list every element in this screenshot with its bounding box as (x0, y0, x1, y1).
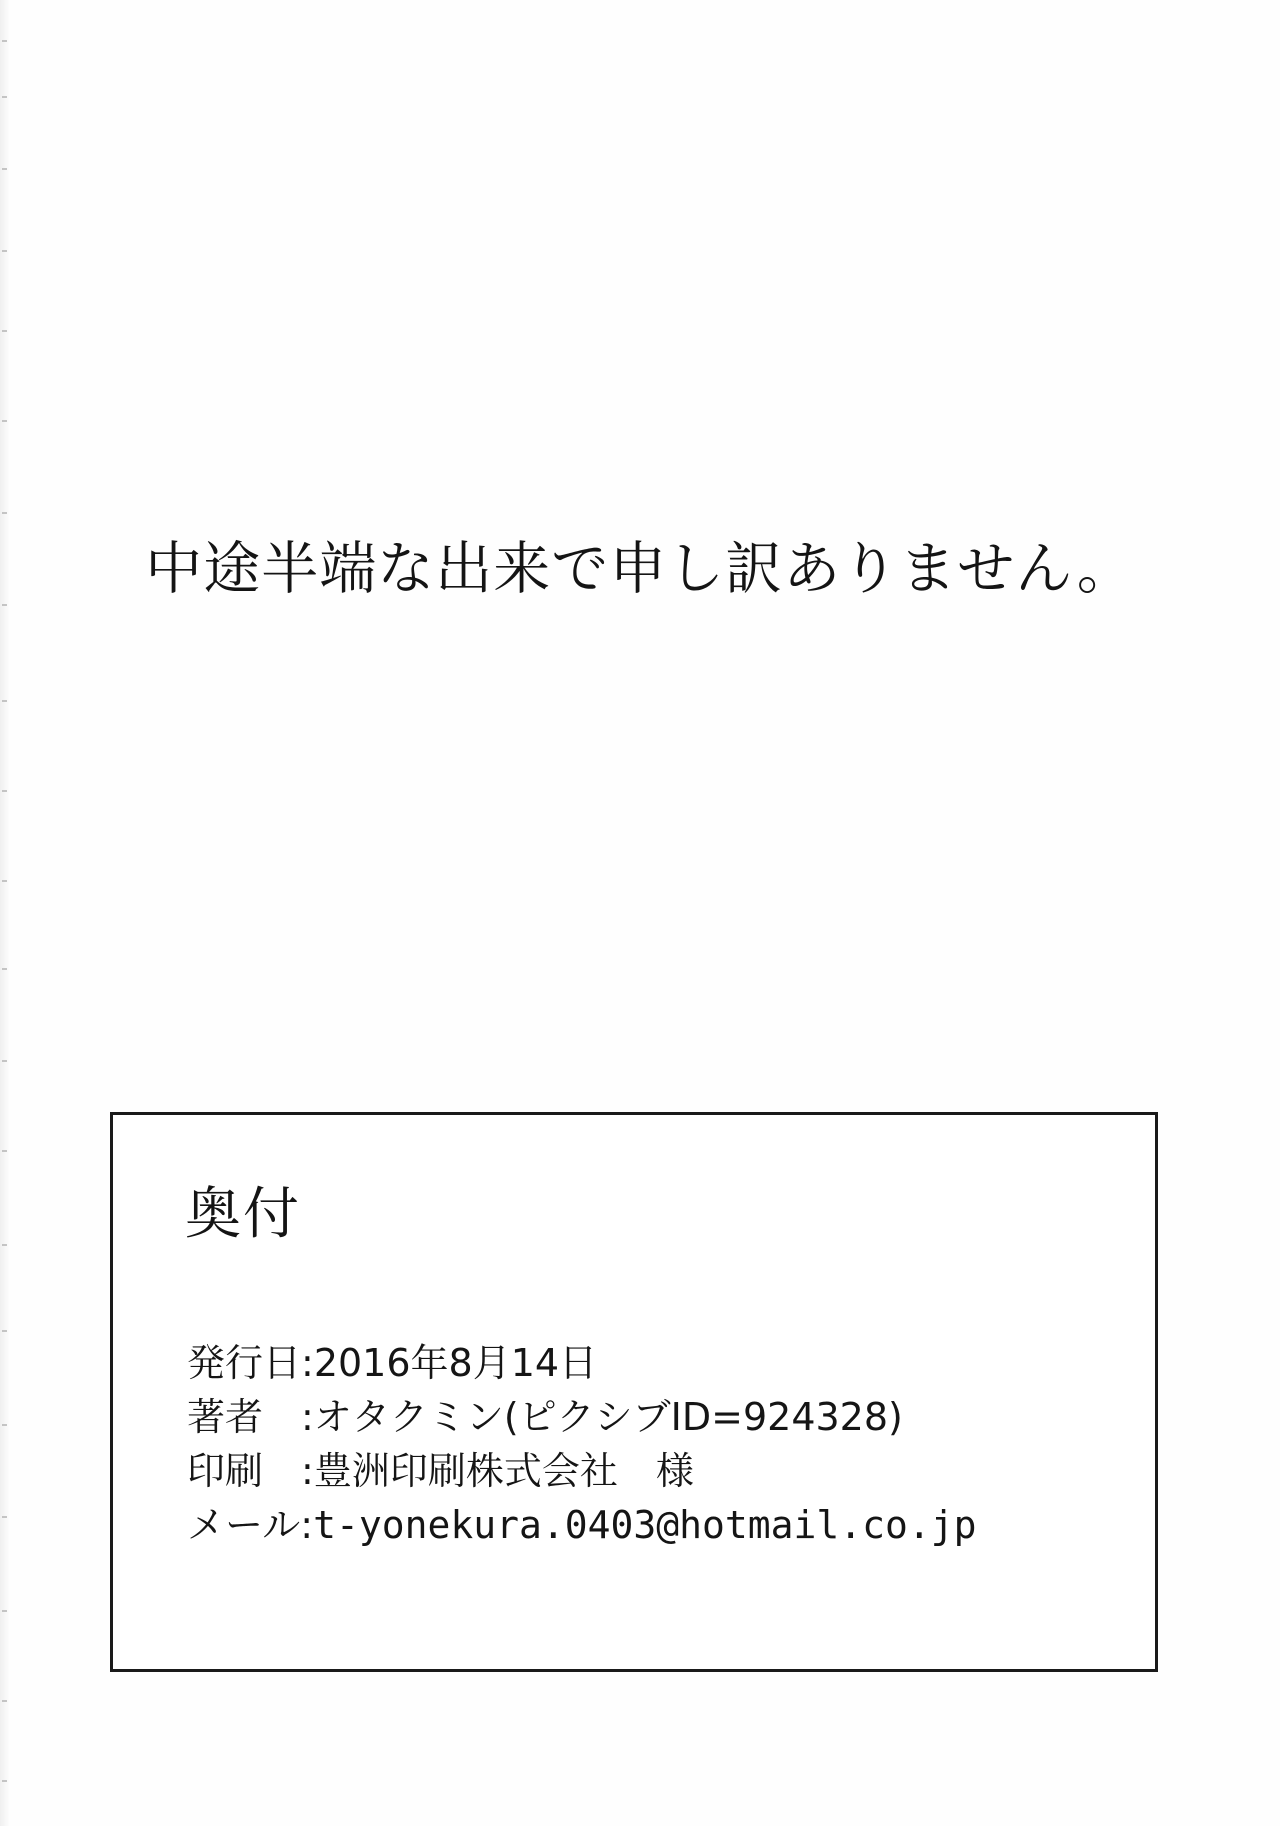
list-item (187, 1499, 1115, 1553)
list-item (187, 1391, 1115, 1445)
colophon-row-label: 発行日 (187, 1341, 302, 1385)
apology-line: 中途半端な出来で申し訳ありません。 (145, 536, 1135, 602)
colophon-row-separator: : (301, 1394, 314, 1439)
colophon-row-value: 2016年8月14日 (313, 1341, 598, 1385)
colophon-row-value: t-yonekura.0403@hotmail.co.jp (313, 1502, 977, 1547)
colophon-title: 奥付 (185, 1182, 301, 1247)
colophon-list (187, 1337, 1115, 1553)
list-item (187, 1337, 1115, 1391)
colophon-row-separator: : (301, 1448, 314, 1493)
colophon-row-label: 印刷 (187, 1448, 302, 1493)
colophon-row-value: オタクミン(ピクシブID=924328) (313, 1394, 903, 1439)
scan-gutter-edge (0, 0, 14, 1826)
colophon-row-label: 著者 (187, 1394, 302, 1439)
colophon-row-separator: : (301, 1341, 314, 1385)
list-item (187, 1445, 1115, 1499)
colophon-box (110, 1112, 1158, 1672)
colophon-row-label: メール (187, 1502, 301, 1547)
colophon-row-value: 豊洲印刷株式会社 様 (313, 1448, 694, 1493)
colophon-row-separator: : (300, 1502, 314, 1547)
